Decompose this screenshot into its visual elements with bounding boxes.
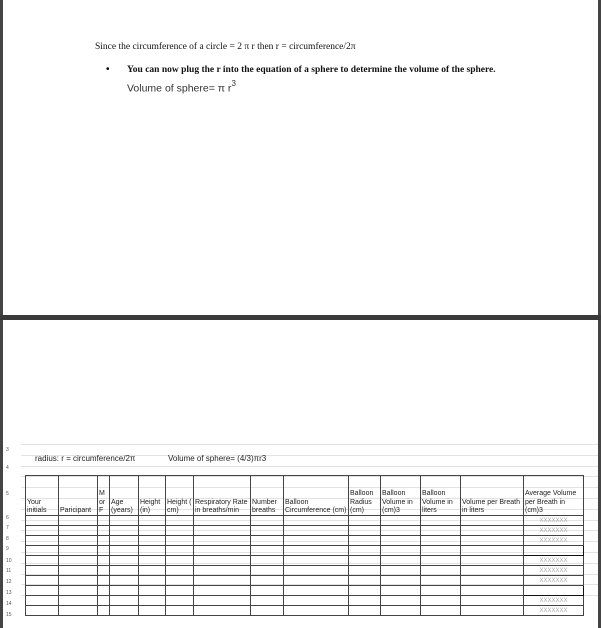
table-cell[interactable]: [381, 556, 421, 566]
average-volume-cell[interactable]: XXXXXXX: [524, 606, 584, 616]
table-cell[interactable]: [251, 566, 284, 576]
table-cell[interactable]: [26, 576, 59, 586]
average-volume-cell[interactable]: XXXXXXX: [524, 556, 584, 566]
table-cell[interactable]: [166, 606, 194, 616]
radius-note: radius: r = circumference/2π: [35, 454, 136, 463]
table-cell[interactable]: [110, 576, 139, 586]
table-cell[interactable]: [381, 536, 421, 546]
table-cell[interactable]: [461, 526, 524, 536]
table-cell[interactable]: [251, 586, 284, 596]
table-cell[interactable]: [166, 566, 194, 576]
table-cell[interactable]: [461, 586, 524, 596]
table-cell[interactable]: [139, 526, 166, 536]
table-cell[interactable]: [421, 526, 461, 536]
table-cell[interactable]: [421, 576, 461, 586]
table-row: [26, 536, 584, 546]
row-number: 8: [6, 536, 9, 542]
table-cell[interactable]: [110, 516, 139, 526]
table-cell[interactable]: [421, 596, 461, 606]
table-cell[interactable]: [98, 586, 110, 596]
table-cell[interactable]: [284, 596, 349, 606]
table-cell[interactable]: [461, 536, 524, 546]
row-number: 13: [6, 590, 12, 596]
table-cell[interactable]: [349, 516, 381, 526]
table-cell[interactable]: [349, 556, 381, 566]
row-number: 7: [6, 525, 9, 531]
table-cell[interactable]: [110, 596, 139, 606]
table-cell[interactable]: [421, 586, 461, 596]
data-table: [25, 475, 584, 616]
table-cell[interactable]: [98, 576, 110, 586]
table-row: [26, 606, 584, 616]
column-header: Balloon Circumference (cm): [284, 476, 349, 516]
table-cell[interactable]: [251, 596, 284, 606]
table-cell[interactable]: [251, 576, 284, 586]
table-cell[interactable]: [139, 546, 166, 556]
column-header: Paricipant: [59, 476, 98, 516]
header-row: [26, 476, 584, 516]
table-cell[interactable]: [59, 526, 98, 536]
table-cell[interactable]: [26, 596, 59, 606]
table-cell[interactable]: [139, 586, 166, 596]
table-cell[interactable]: [139, 516, 166, 526]
table-cell[interactable]: [26, 556, 59, 566]
table-cell[interactable]: [349, 586, 381, 596]
table-cell[interactable]: [59, 546, 98, 556]
table-cell[interactable]: [251, 606, 284, 616]
table-cell[interactable]: [98, 596, 110, 606]
table-cell[interactable]: [26, 536, 59, 546]
table-cell[interactable]: [284, 576, 349, 586]
table-cell[interactable]: [461, 596, 524, 606]
table-cell[interactable]: [421, 516, 461, 526]
table-cell[interactable]: [194, 586, 251, 596]
table-cell[interactable]: [166, 556, 194, 566]
table-cell[interactable]: [110, 566, 139, 576]
average-volume-cell[interactable]: XXXXXXX: [524, 516, 584, 526]
table-cell[interactable]: [26, 566, 59, 576]
document-page-spreadsheet: [0, 320, 601, 628]
table-cell[interactable]: [98, 556, 110, 566]
table-cell[interactable]: [349, 576, 381, 586]
table-cell[interactable]: [284, 516, 349, 526]
table-row: [26, 556, 584, 566]
average-volume-cell[interactable]: XXXXXXX: [524, 596, 584, 606]
row-number: 11: [6, 568, 12, 574]
table-cell[interactable]: [139, 566, 166, 576]
table-cell[interactable]: [251, 516, 284, 526]
table-cell[interactable]: [461, 546, 524, 556]
column-header: M or F: [98, 476, 110, 516]
table-cell[interactable]: [349, 536, 381, 546]
row-number: 10: [6, 558, 12, 564]
average-volume-cell[interactable]: XXXXXXX: [524, 566, 584, 576]
table-cell[interactable]: [139, 596, 166, 606]
table-cell[interactable]: [284, 586, 349, 596]
table-row: [26, 526, 584, 536]
table-cell[interactable]: [349, 596, 381, 606]
table-cell[interactable]: [26, 546, 59, 556]
table-cell[interactable]: [284, 546, 349, 556]
table-cell[interactable]: [194, 596, 251, 606]
table-cell[interactable]: [194, 606, 251, 616]
column-header: Height ( cm): [166, 476, 194, 516]
table-cell[interactable]: [381, 606, 421, 616]
table-cell[interactable]: [166, 536, 194, 546]
table-cell[interactable]: [421, 536, 461, 546]
table-cell[interactable]: [110, 546, 139, 556]
table-cell[interactable]: [59, 536, 98, 546]
table-cell[interactable]: [139, 576, 166, 586]
table-cell[interactable]: [284, 556, 349, 566]
table-cell[interactable]: [166, 516, 194, 526]
column-header: Balloon Radius (cm): [349, 476, 381, 516]
table-cell[interactable]: [166, 526, 194, 536]
table-cell[interactable]: [284, 536, 349, 546]
average-volume-cell[interactable]: XXXXXXX: [524, 536, 584, 546]
table-cell[interactable]: [381, 566, 421, 576]
table-cell[interactable]: [194, 546, 251, 556]
row-number: 5: [6, 491, 9, 497]
table-cell[interactable]: [381, 586, 421, 596]
table-row: [26, 516, 584, 526]
table-cell[interactable]: [381, 596, 421, 606]
table-cell[interactable]: [284, 606, 349, 616]
table-cell[interactable]: [194, 536, 251, 546]
row-number: 3: [6, 447, 9, 453]
table-cell[interactable]: [110, 526, 139, 536]
table-cell[interactable]: [59, 596, 98, 606]
table-cell[interactable]: [59, 576, 98, 586]
table-cell[interactable]: [421, 566, 461, 576]
table-cell[interactable]: [139, 556, 166, 566]
row-number: 15: [6, 612, 12, 618]
table-cell[interactable]: [110, 536, 139, 546]
table-cell[interactable]: [349, 546, 381, 556]
table-cell[interactable]: [349, 526, 381, 536]
table-cell[interactable]: [59, 586, 98, 596]
table-cell[interactable]: [98, 546, 110, 556]
table-cell[interactable]: [59, 556, 98, 566]
table-cell[interactable]: [381, 526, 421, 536]
column-header: Height (in): [139, 476, 166, 516]
column-header: Age (years): [110, 476, 139, 516]
column-header: Respiratory Rate in breaths/min: [194, 476, 251, 516]
sphere-volume-text: Volume of sphere= π r: [127, 82, 232, 95]
table-cell[interactable]: [461, 576, 524, 586]
table-cell[interactable]: [251, 526, 284, 536]
sheet-gridline: [21, 466, 601, 467]
row-number: 14: [6, 601, 12, 607]
row-number: 4: [6, 465, 9, 471]
table-cell[interactable]: [166, 586, 194, 596]
table-cell[interactable]: [284, 526, 349, 536]
table-cell[interactable]: [461, 516, 524, 526]
table-cell[interactable]: [421, 556, 461, 566]
table-cell[interactable]: [26, 586, 59, 596]
table-cell[interactable]: [98, 516, 110, 526]
average-volume-cell[interactable]: XXXXXXX: [524, 526, 584, 536]
row-number: 6: [6, 515, 9, 521]
table-cell[interactable]: [421, 546, 461, 556]
table-cell[interactable]: [194, 516, 251, 526]
table-cell[interactable]: [349, 566, 381, 576]
table-cell[interactable]: [251, 556, 284, 566]
table-cell[interactable]: [98, 566, 110, 576]
table-cell[interactable]: [166, 596, 194, 606]
volume-note: Volume of sphere= (4/3)πr3: [168, 454, 267, 463]
row-number: 12: [6, 579, 12, 585]
instruction-text: You can now plug the r into the equation of a sphere to determine the volume of the sphere.: [127, 65, 496, 75]
column-header: Number breaths: [251, 476, 284, 516]
table-cell[interactable]: [139, 536, 166, 546]
table-cell[interactable]: [110, 586, 139, 596]
table-cell[interactable]: [110, 606, 139, 616]
table-cell[interactable]: [381, 546, 421, 556]
table-cell[interactable]: [26, 516, 59, 526]
table-cell[interactable]: [421, 606, 461, 616]
table-cell[interactable]: [59, 516, 98, 526]
table-row: [26, 546, 584, 556]
table-cell[interactable]: [110, 556, 139, 566]
table-cell[interactable]: [59, 566, 98, 576]
table-cell[interactable]: [139, 606, 166, 616]
table-cell[interactable]: [59, 606, 98, 616]
table-cell[interactable]: [284, 566, 349, 576]
column-header: Volume per Breath in liters: [461, 476, 524, 516]
exponent: 3: [231, 79, 236, 88]
column-header: Balloon Volume in (cm)3: [381, 476, 421, 516]
average-volume-cell[interactable]: [524, 546, 584, 556]
table-cell[interactable]: [166, 546, 194, 556]
column-header: Average Volume per Breath in (cm)3: [524, 476, 584, 516]
column-header: Your initials: [26, 476, 59, 516]
table-cell[interactable]: [194, 576, 251, 586]
table-cell[interactable]: [461, 606, 524, 616]
table-cell[interactable]: [194, 566, 251, 576]
average-volume-cell[interactable]: [524, 586, 584, 596]
table-cell[interactable]: [26, 606, 59, 616]
table-cell[interactable]: [98, 536, 110, 546]
average-volume-cell[interactable]: XXXXXXX: [524, 576, 584, 586]
row-number: 9: [6, 546, 9, 552]
column-header: Balloon Volume in liters: [421, 476, 461, 516]
circumference-formula-text: Since the circumference of a circle = 2 π r then r = circumference/2π: [95, 42, 356, 52]
table-cell[interactable]: [194, 556, 251, 566]
table-cell[interactable]: [461, 556, 524, 566]
table-row: [26, 586, 584, 596]
table-cell[interactable]: [251, 546, 284, 556]
table-cell[interactable]: [98, 526, 110, 536]
table-cell[interactable]: [166, 576, 194, 586]
table-row: [26, 596, 584, 606]
table-cell[interactable]: [461, 566, 524, 576]
sheet-gridline: [21, 444, 601, 445]
sphere-volume-formula: [127, 80, 236, 95]
table-cell[interactable]: [26, 526, 59, 536]
table-cell[interactable]: [381, 576, 421, 586]
table-cell[interactable]: [251, 536, 284, 546]
table-row: [26, 566, 584, 576]
table-cell[interactable]: [349, 606, 381, 616]
table-cell[interactable]: [98, 606, 110, 616]
table-row: [26, 576, 584, 586]
table-cell[interactable]: [194, 526, 251, 536]
table-cell[interactable]: [381, 516, 421, 526]
bullet-icon: •: [106, 64, 110, 75]
